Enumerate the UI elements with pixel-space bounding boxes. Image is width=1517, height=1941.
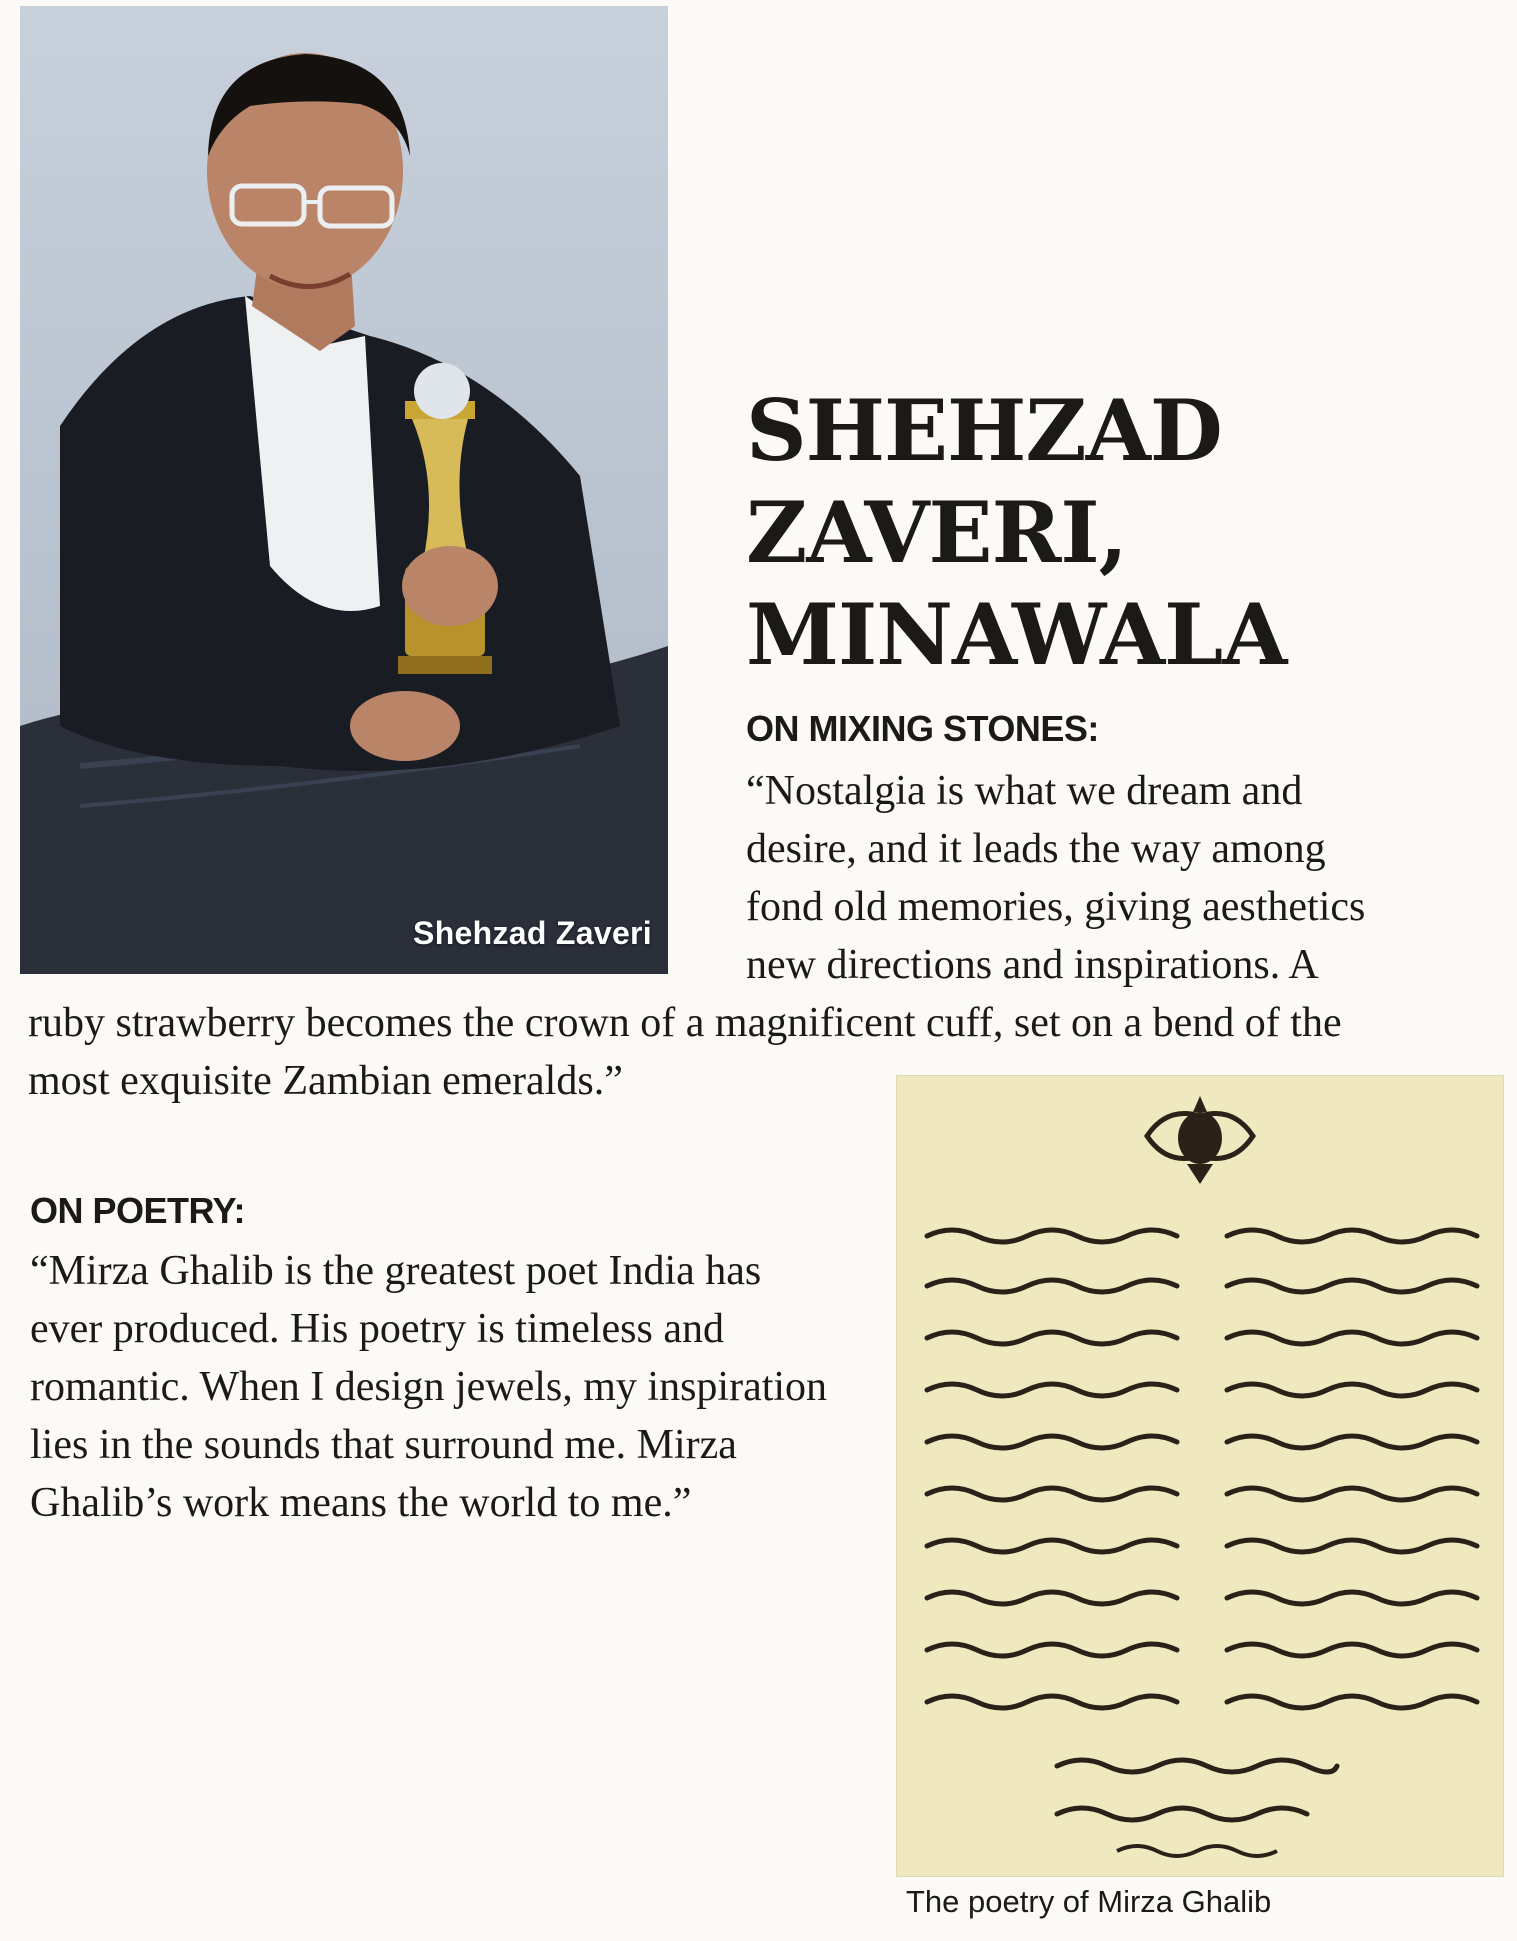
headline-line-3: MINAWALA [746,585,1287,684]
headline-line-2: ZAVERI, [746,483,1127,582]
section-heading-mixing-stones: ON MIXING STONES: [746,708,1099,749]
portrait-illustration [20,6,668,974]
quote-poetry: “Mirza Ghalib is the greatest poet India has ever produced. His poetry is timeless and romantic. When I design jewels, my inspiration lies in the sounds that surround me. Mirza Ghalib’s work means the world to me.” [30,1248,828,1526]
quote-mixing-stones-part2: ruby strawberry becomes the crown of a magnificent cuff, set on a bend of the most exquisite Zambian emeralds.” [28,1000,1342,1104]
divider-ornament-icon [1117,1846,1277,1856]
manuscript-calligraphy [897,1076,1503,1876]
article-headline [746,380,1286,686]
ghalib-manuscript-image [896,1075,1504,1877]
portrait-photo [20,6,668,974]
headline-line-1: SHEHZAD [746,381,1222,480]
photo-caption: Shehzad Zaveri [413,915,652,951]
manuscript-caption: The poetry of Mirza Ghalib [906,1884,1272,1919]
ornament-icon [1147,1096,1253,1184]
section-heading-poetry: ON POETRY: [30,1190,246,1231]
quote-mixing-stones-part1: “Nostalgia is what we dream and desire, and it leads the way among fond old memories, giving aesthetics new directions and inspirations. A [746,768,1366,988]
